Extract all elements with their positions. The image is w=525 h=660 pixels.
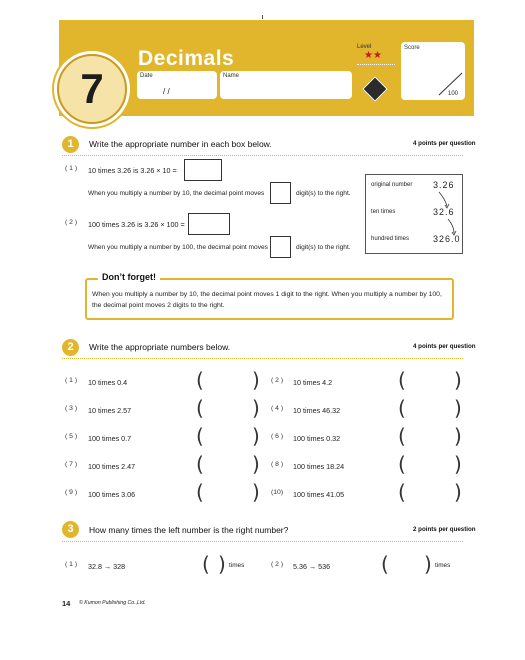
answer-paren-close[interactable]: ) xyxy=(454,396,462,420)
name-label: Name xyxy=(223,73,240,79)
answer-paren-open[interactable]: ( xyxy=(196,424,204,448)
s1-q1-explain-before: When you multiply a number by 10, the decimal point moves xyxy=(88,190,265,197)
s2-item-label: ( 8 ) xyxy=(271,461,284,468)
date-label: Date xyxy=(140,73,153,79)
answer-paren-open[interactable]: ( xyxy=(196,452,204,476)
section-2-divider xyxy=(62,358,463,359)
score-label: Score xyxy=(404,45,420,51)
level-label: Level xyxy=(357,44,372,50)
s1-q1-text: 10 times 3.26 is 3.26 × 10 = xyxy=(88,166,177,175)
diagram-row1-value: 3.26 xyxy=(433,180,455,190)
page-title: Decimals xyxy=(138,47,235,70)
s2-item-text: 10 times 46.32 xyxy=(293,406,341,415)
s2-item-label: ( 7 ) xyxy=(65,461,78,468)
score-total: 100 xyxy=(448,91,459,97)
s2-item-label: ( 9 ) xyxy=(65,489,78,496)
date-slashes: / / xyxy=(163,87,170,96)
s2-item-text: 100 times 3.06 xyxy=(88,490,136,499)
answer-paren-close[interactable]: ) xyxy=(252,424,260,448)
s2-item-label: ( 4 ) xyxy=(271,405,284,412)
s2-item-label: ( 5 ) xyxy=(65,433,78,440)
answer-paren-close[interactable]: ) xyxy=(252,452,260,476)
answer-paren-open[interactable]: ( xyxy=(381,552,389,576)
s2-item-text: 10 times 4.2 xyxy=(293,378,333,387)
s2-item-label: ( 6 ) xyxy=(271,433,284,440)
s1-q1-answer-box[interactable] xyxy=(184,159,222,181)
decimal-shift-arrows-icon xyxy=(430,186,460,240)
answer-paren-close[interactable]: ) xyxy=(454,368,462,392)
s3-item-label: ( 2 ) xyxy=(271,561,284,568)
section-3-divider xyxy=(62,541,463,542)
answer-paren-close[interactable]: ) xyxy=(454,480,462,504)
section-1-divider xyxy=(62,155,463,156)
unit-number: 7 xyxy=(80,65,104,112)
s2-item-text: 100 times 2.47 xyxy=(88,462,136,471)
s1-q1-explain-after: digit(s) to the right. xyxy=(296,190,351,197)
s2-item-text: 10 times 0.4 xyxy=(88,378,128,387)
section-1-number: 1 xyxy=(62,136,79,153)
s2-item-text: 100 times 18.24 xyxy=(293,462,345,471)
answer-paren-close[interactable]: ) xyxy=(252,368,260,392)
level-stars: ★★ xyxy=(364,50,382,61)
page-top-mark xyxy=(262,15,263,19)
page-number: 14 xyxy=(62,599,71,608)
s3-item-text: 5.36 → 536 xyxy=(293,562,331,571)
s1-q1-label: ( 1 ) xyxy=(65,165,78,172)
s2-item-label: ( 1 ) xyxy=(65,377,78,384)
s1-q2-explain-after: digit(s) to the right. xyxy=(296,244,351,251)
s3-item-text: 32.8 → 328 xyxy=(88,562,126,571)
answer-paren-open[interactable]: ( xyxy=(398,452,406,476)
s2-item-label: ( 3 ) xyxy=(65,405,78,412)
tip-text: When you multiply a number by 10, the decimal point moves 1 digit to the right. When you multiply a number by 100, the decimal point moves 2 digits to the right. xyxy=(92,291,442,309)
s1-q2-label: ( 2 ) xyxy=(65,219,78,226)
answer-paren-open[interactable]: ( xyxy=(398,424,406,448)
answer-paren-close[interactable]: ) xyxy=(454,452,462,476)
s1-q2-explain-before: When you multiply a number by 100, the decimal point moves xyxy=(88,244,268,251)
s2-item-text: 10 times 2.57 xyxy=(88,406,132,415)
s1-q2-digits-box[interactable] xyxy=(270,236,291,258)
section-1-title: Write the appropriate number in each box below. xyxy=(89,139,272,149)
diagram-row2-label: ten times xyxy=(371,209,396,215)
answer-paren-open[interactable]: ( xyxy=(196,368,204,392)
s3-item-suffix: times xyxy=(229,562,245,569)
answer-paren-close[interactable]: ) xyxy=(454,424,462,448)
section-2-title: Write the appropriate numbers below. xyxy=(89,342,231,352)
answer-paren-open[interactable]: ( xyxy=(196,396,204,420)
section-1-points: 4 points per question xyxy=(413,140,476,147)
s2-item-text: 100 times 0.32 xyxy=(293,434,341,443)
s1-q2-answer-box[interactable] xyxy=(188,213,230,235)
answer-paren-close[interactable]: ) xyxy=(252,396,260,420)
diagram-row2-value: 32.6 xyxy=(433,207,455,217)
answer-paren-close[interactable]: ) xyxy=(424,552,432,576)
s2-item-label: (10) xyxy=(271,489,284,496)
diagram-row1-label: original number xyxy=(371,182,413,188)
s3-item-label: ( 1 ) xyxy=(65,561,78,568)
answer-paren-open[interactable]: ( xyxy=(202,552,210,576)
diagram-row3-label: hundred times xyxy=(371,236,410,242)
s1-q1-digits-box[interactable] xyxy=(270,182,291,204)
answer-paren-close[interactable]: ) xyxy=(218,552,226,576)
answer-paren-open[interactable]: ( xyxy=(398,480,406,504)
s2-item-text: 100 times 0.7 xyxy=(88,434,132,443)
diagram-row3-value: 326.0 xyxy=(433,234,461,244)
name-box[interactable] xyxy=(220,71,352,99)
answer-paren-open[interactable]: ( xyxy=(398,396,406,420)
s2-item-label: ( 2 ) xyxy=(271,377,284,384)
section-3-title: How many times the left number is the right number? xyxy=(89,525,289,535)
section-3-points: 2 points per question xyxy=(413,526,476,533)
section-2-points: 4 points per question xyxy=(413,343,476,350)
s3-item-suffix: times xyxy=(435,562,451,569)
s2-item-text: 100 times 41.05 xyxy=(293,490,345,499)
section-3-number: 3 xyxy=(62,521,79,538)
unit-badge xyxy=(57,54,127,124)
s1-q2-text: 100 times 3.26 is 3.26 × 100 = xyxy=(88,220,185,229)
answer-paren-open[interactable]: ( xyxy=(196,480,204,504)
answer-paren-open[interactable]: ( xyxy=(398,368,406,392)
copyright: © Kumon Publishing Co.,Ltd. xyxy=(79,600,146,606)
level-underline xyxy=(357,64,395,65)
tip-title: Don’t forget! xyxy=(98,272,160,282)
section-2-number: 2 xyxy=(62,339,79,356)
answer-paren-close[interactable]: ) xyxy=(252,480,260,504)
